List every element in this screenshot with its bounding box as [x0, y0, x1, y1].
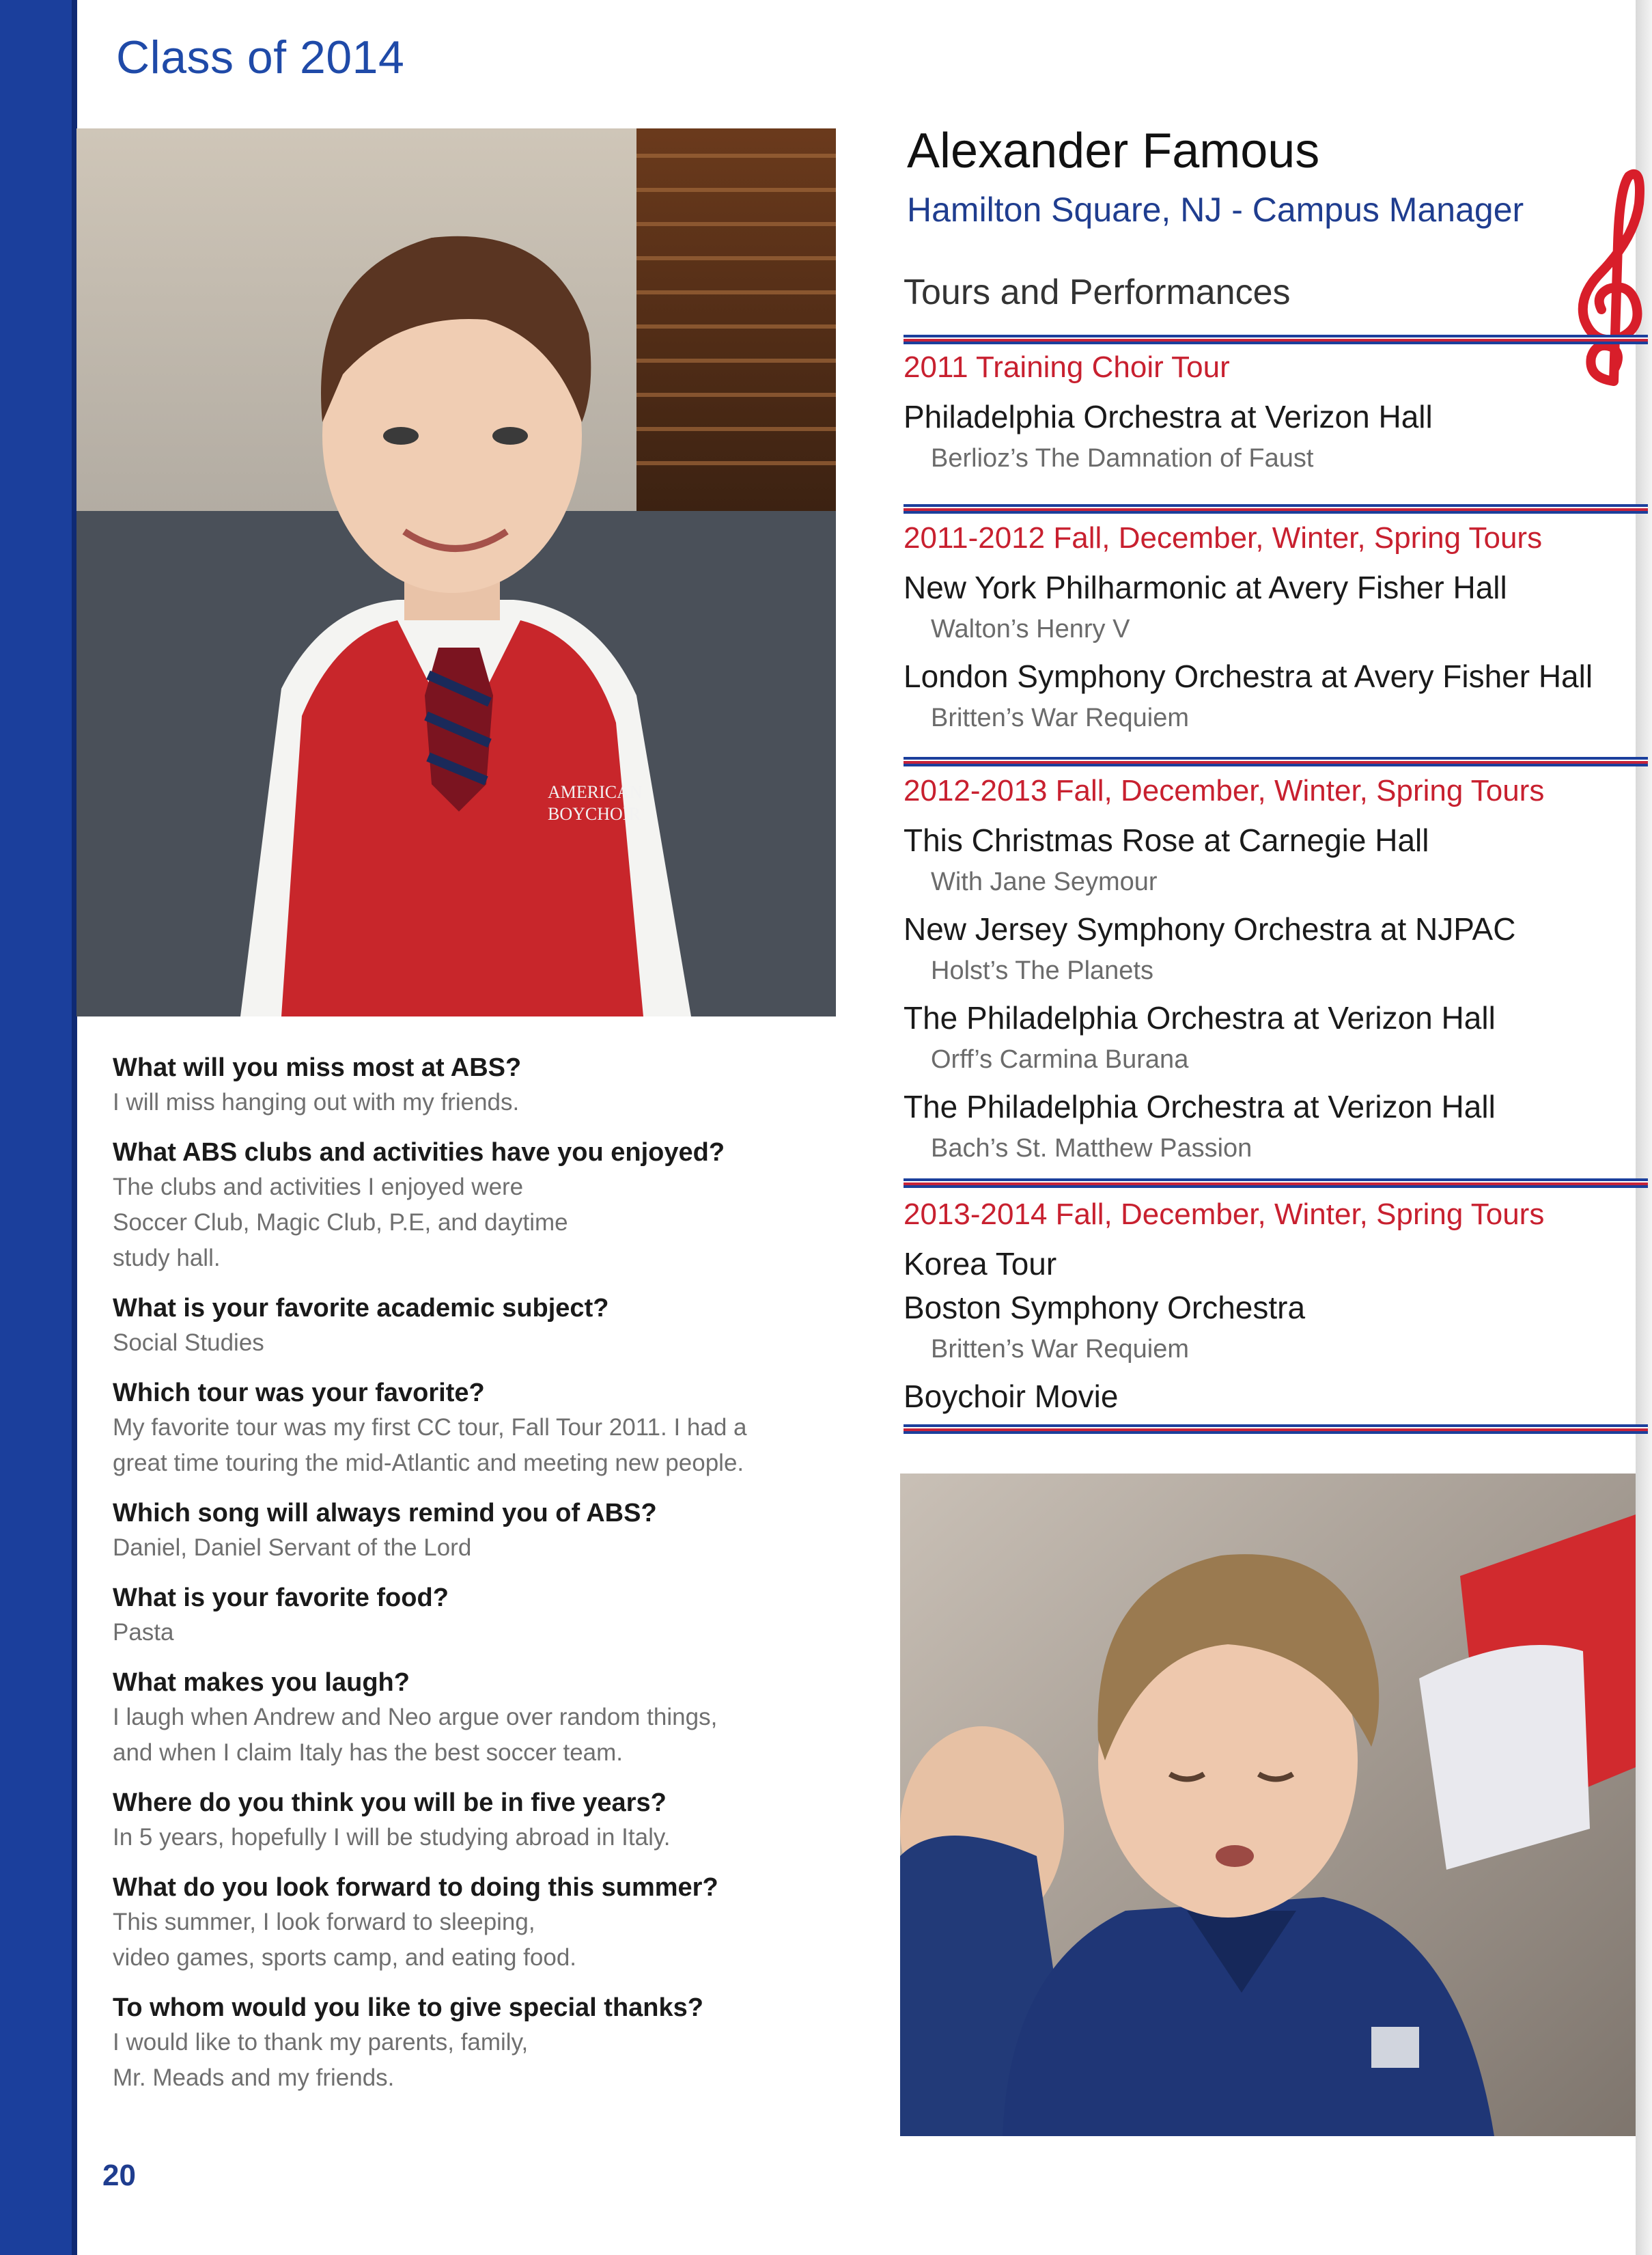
performance: Korea Tour	[904, 1246, 1057, 1282]
performance: New Jersey Symphony Orchestra at NJPAC	[904, 911, 1516, 947]
tour-title: 2013-2014 Fall, December, Winter, Spring Tours	[904, 1198, 1545, 1231]
page-number: 20	[102, 2159, 136, 2192]
answer: Social Studies	[113, 1329, 264, 1356]
question: Where do you think you will be in five years?	[113, 1788, 667, 1817]
question: Which song will always remind you of ABS?	[113, 1499, 657, 1527]
performance: New York Philharmonic at Avery Fisher Hall	[904, 570, 1507, 605]
piece: Walton’s Henry V	[931, 615, 1130, 644]
performance: Boston Symphony Orchestra	[904, 1290, 1306, 1325]
answer: In 5 years, hopefully I will be studying abroad in Italy.	[113, 1824, 671, 1851]
performance: The Philadelphia Orchestra at Verizon Hall	[904, 1000, 1496, 1036]
question: What makes you laugh?	[113, 1668, 410, 1697]
answer: Pasta	[113, 1619, 174, 1646]
portrait-illustration	[76, 128, 836, 1016]
piece: Britten’s War Requiem	[931, 704, 1190, 732]
tour-title: 2011-2012 Fall, December, Winter, Spring Tours	[904, 521, 1543, 555]
qa-list	[113, 1051, 830, 2111]
divider-rule	[904, 335, 1648, 344]
performance: London Symphony Orchestra at Avery Fisher Hall	[904, 659, 1593, 694]
piece: Britten’s War Requiem	[931, 1335, 1190, 1364]
tour-block	[904, 1195, 1634, 1417]
answer: I would like to thank my parents, family, Mr. Meads and my friends.	[113, 2029, 529, 2091]
piece: Orff’s Carmina Burana	[931, 1045, 1189, 1074]
blue-spine-band	[0, 0, 72, 2255]
performance: Philadelphia Orchestra at Verizon Hall	[904, 399, 1433, 434]
question: What is your favorite academic subject?	[113, 1294, 609, 1323]
divider-rule	[904, 504, 1648, 514]
piece: Holst’s The Planets	[931, 956, 1153, 985]
tour-block	[904, 519, 1634, 745]
question: What will you miss most at ABS?	[113, 1053, 522, 1082]
performance: This Christmas Rose at Carnegie Hall	[904, 822, 1429, 858]
tour-title: 2011 Training Choir Tour	[904, 350, 1230, 384]
divider-rule	[904, 1424, 1648, 1434]
page-title: Class of 2014	[116, 31, 405, 83]
piece: With Jane Seymour	[931, 868, 1158, 896]
question: What ABS clubs and activities have you enjoyed?	[113, 1138, 725, 1167]
tours-heading: Tours and Performances	[904, 273, 1291, 312]
student-portrait-photo	[76, 128, 836, 1016]
performance: The Philadelphia Orchestra at Verizon Hall	[904, 1089, 1496, 1124]
student-hometown-role: Hamilton Square, NJ - Campus Manager	[907, 191, 1524, 229]
answer: This summer, I look forward to sleeping, video games, sports camp, and eating food.	[113, 1909, 577, 1971]
piece: Berlioz’s The Damnation of Faust	[931, 444, 1314, 473]
piece: Bach’s St. Matthew Passion	[931, 1134, 1252, 1163]
performance: Boychoir Movie	[904, 1379, 1119, 1414]
divider-rule	[904, 1178, 1648, 1188]
answer: Daniel, Daniel Servant of the Lord	[113, 1534, 472, 1561]
vest-logo-text-1: AMERICAN	[548, 782, 643, 802]
vest-logo-text-2: BOYCHOIR	[548, 804, 641, 824]
divider-rule	[904, 757, 1648, 766]
answer: I will miss hanging out with my friends.	[113, 1089, 520, 1116]
tour-title: 2012-2013 Fall, December, Winter, Spring Tours	[904, 774, 1545, 807]
answer: My favorite tour was my first CC tour, Fall Tour 2011. I had a great time touring the mid-Atlantic and meeting new people.	[113, 1414, 747, 1476]
candid-illustration	[900, 1474, 1636, 2136]
question: What is your favorite food?	[113, 1583, 449, 1612]
answer: I laugh when Andrew and Neo argue over random things, and when I claim Italy has the best soccer team.	[113, 1704, 718, 1766]
tour-block	[904, 348, 1634, 485]
question: To whom would you like to give special thanks?	[113, 1993, 703, 2022]
student-name: Alexander Famous	[907, 124, 1320, 178]
question: Which tour was your favorite?	[113, 1379, 485, 1407]
question: What do you look forward to doing this summer?	[113, 1873, 718, 1902]
student-singing-photo	[900, 1474, 1636, 2136]
answer: The clubs and activities I enjoyed were Soccer Club, Magic Club, P.E, and daytime study hall.	[113, 1174, 568, 1271]
tour-block	[904, 772, 1634, 1175]
